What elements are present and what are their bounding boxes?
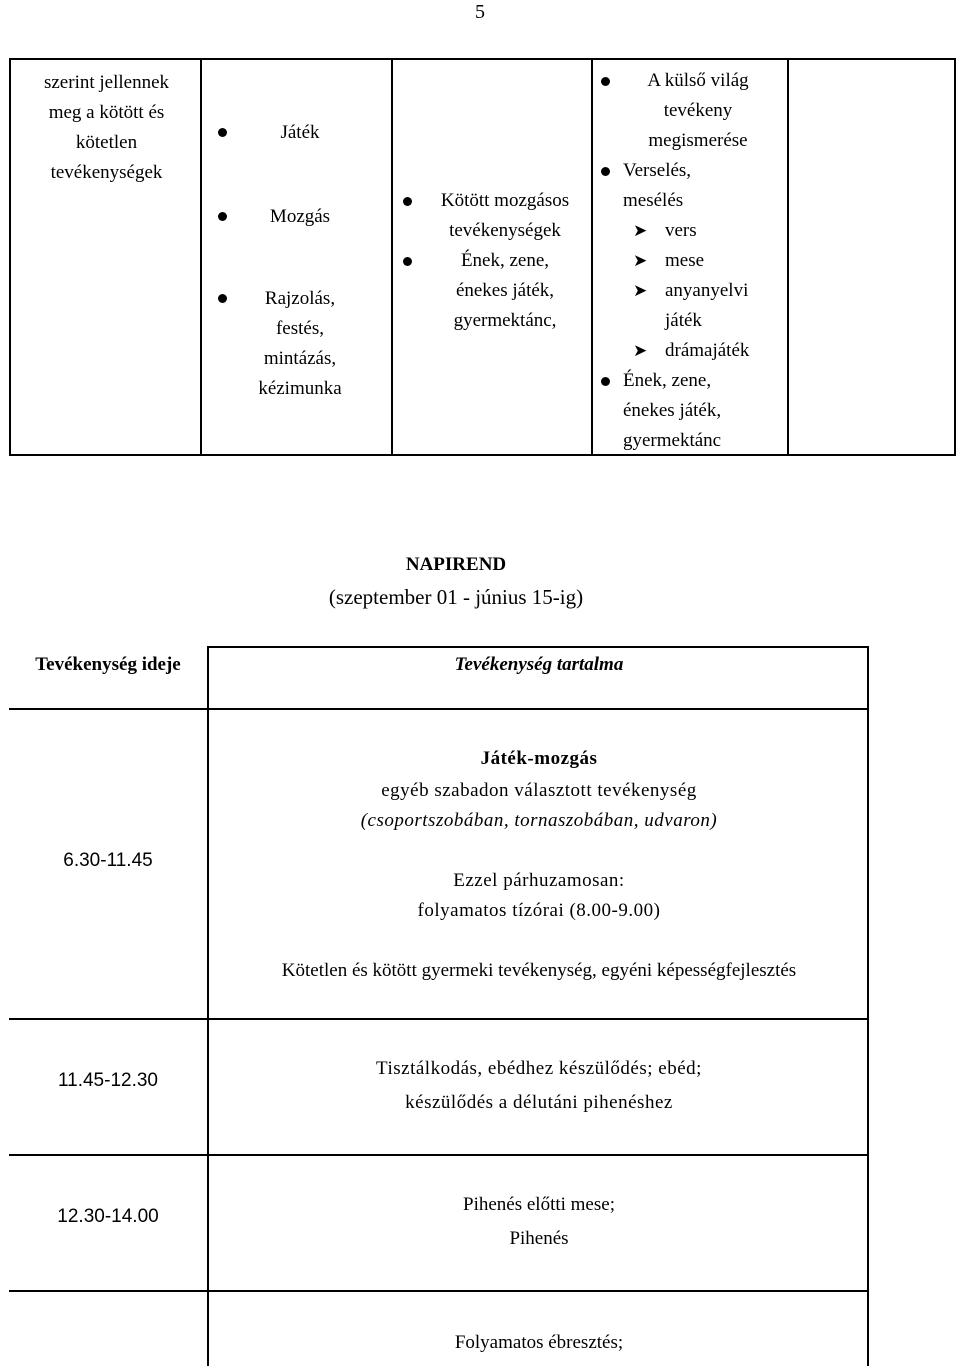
sub-list-item [593,216,749,246]
sub-item-text: drámajáték [665,340,750,361]
activity-table-col-5 [789,60,956,454]
sub-list-item [593,336,749,366]
row-line: Folyamatos ébresztés; [454,1332,624,1353]
row-line: Pihenés [509,1228,569,1249]
page-number: 5 [475,1,485,23]
sub-list-item [593,276,749,336]
list-item [593,156,733,216]
activity-table-col-4 [593,60,789,454]
row-note: folyamatos tízórai (8.00-9.00) [417,900,661,921]
list-item [593,66,773,156]
row-divider [9,1018,869,1020]
item-text: Mozgás [269,206,331,227]
col1-line: tevékenységek [50,162,163,183]
schedule-title: NAPIREND [405,554,507,575]
item-text: Kötött mozgásos tevékenységek [440,190,570,241]
list-item [202,284,360,404]
item-text: A külső világ tevékeny megismerése [647,70,749,151]
activity-table [9,58,956,456]
row-line: egyéb szabadon választott tevékenység [381,780,697,801]
list-item [202,118,360,148]
bullet-icon [403,197,412,206]
sub-item-text: mese [665,250,705,271]
list-item [393,246,587,336]
bullet-icon [601,377,610,386]
activity-table-col-1 [11,60,202,454]
row-title: Játék-mozgás [480,748,598,769]
list-item [593,366,763,456]
row-divider [9,1290,869,1292]
col1-line: szerint jellennek [43,72,170,93]
row-summary: Kötetlen és kötött gyermeki tevékenység, egyéni képességfejlesztés [281,960,797,981]
bullet-icon [218,212,227,221]
row-divider [9,708,869,710]
row-line: készülődés a délutáni pihenéshez [405,1092,673,1113]
item-text: Verselés, mesélés [623,160,692,211]
row-time: 11.45-12.30 [57,1070,158,1091]
sub-item-text: vers [665,220,697,241]
arrow-icon: ➤ [633,221,648,241]
table-border-top [207,646,869,648]
bullet-icon [403,257,412,266]
sub-list [593,216,749,366]
activity-table-col-2 [202,60,393,454]
schedule-table [9,646,869,1366]
arrow-icon: ➤ [633,341,648,361]
schedule-subtitle: (szeptember 01 - június 15-ig) [328,585,584,609]
row-line: Pihenés előtti mese; [463,1194,615,1215]
list-item [393,186,587,246]
row-line: (csoportszobában, tornaszobában, udvaron) [360,810,718,831]
col1-line: meg a kötött és [48,102,165,123]
col1-line: kötetlen [75,132,138,153]
bullet-icon [218,128,227,137]
sub-list-item [593,246,749,276]
header-time: Tevékenység ideje [35,654,181,675]
bullet-icon [218,294,227,303]
item-text: Ének, zene, énekes játék, gyermektánc [623,370,722,451]
col1-text [11,68,202,188]
item-text: Ének, zene, énekes játék, gyermektánc, [453,250,557,331]
row-divider [9,1154,869,1156]
row-time: 6.30-11.45 [63,850,153,871]
list-item [202,202,360,232]
bullet-icon [601,167,610,176]
row-time: 12.30-14.00 [57,1206,159,1227]
arrow-icon: ➤ [633,251,648,271]
arrow-icon: ➤ [633,281,648,301]
row-line: Tisztálkodás, ebédhez készülődés; ebéd; [376,1058,702,1079]
sub-item-text: anyanyelvi játék [665,280,749,331]
activity-table-col-3 [393,60,593,454]
item-text: Játék [280,122,320,143]
item-text: Rajzolás, festés, mintázás, kézimunka [258,288,342,399]
row-note: Ezzel párhuzamosan: [453,870,625,891]
bullet-icon [601,77,610,86]
header-content: Tevékenység tartalma [454,654,624,675]
